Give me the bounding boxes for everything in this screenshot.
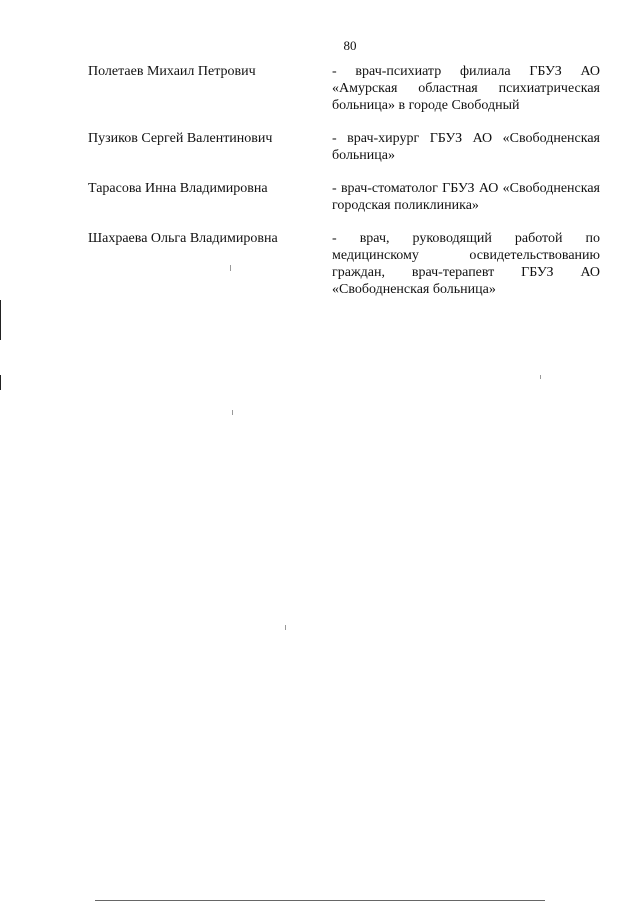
scan-speck xyxy=(230,265,231,271)
list-item xyxy=(88,230,600,298)
person-role: - врач, руководящий работой по медицинскому освидетельствованию граждан, врач-терапевт ГБУЗ АО «Свободненская больница» xyxy=(332,231,600,297)
scan-speck xyxy=(232,410,233,415)
person-role: - врач-хирург ГБУЗ АО «Свободненская больница» xyxy=(332,131,600,163)
list-item xyxy=(88,180,600,214)
scan-bottom-line xyxy=(95,900,545,901)
scan-edge-mark xyxy=(0,375,1,390)
person-role: - врач-психиатр филиала ГБУЗ АО «Амурская областная психиатрическая больница» в городе Свободный xyxy=(332,64,600,113)
person-name: Полетаев Михаил Петрович xyxy=(88,64,256,79)
scan-speck xyxy=(285,625,286,630)
person-role: - врач-стоматолог ГБУЗ АО «Свободненская городская поликлиника» xyxy=(332,181,600,213)
person-name: Тарасова Инна Владимировна xyxy=(88,181,268,196)
scan-speck xyxy=(540,375,541,379)
page-number: 80 xyxy=(343,38,357,53)
scan-edge-mark xyxy=(0,300,1,340)
person-name: Пузиков Сергей Валентинович xyxy=(88,131,273,146)
person-name: Шахраева Ольга Владимировна xyxy=(88,231,278,246)
list-item xyxy=(88,130,600,164)
list-item xyxy=(88,63,600,114)
